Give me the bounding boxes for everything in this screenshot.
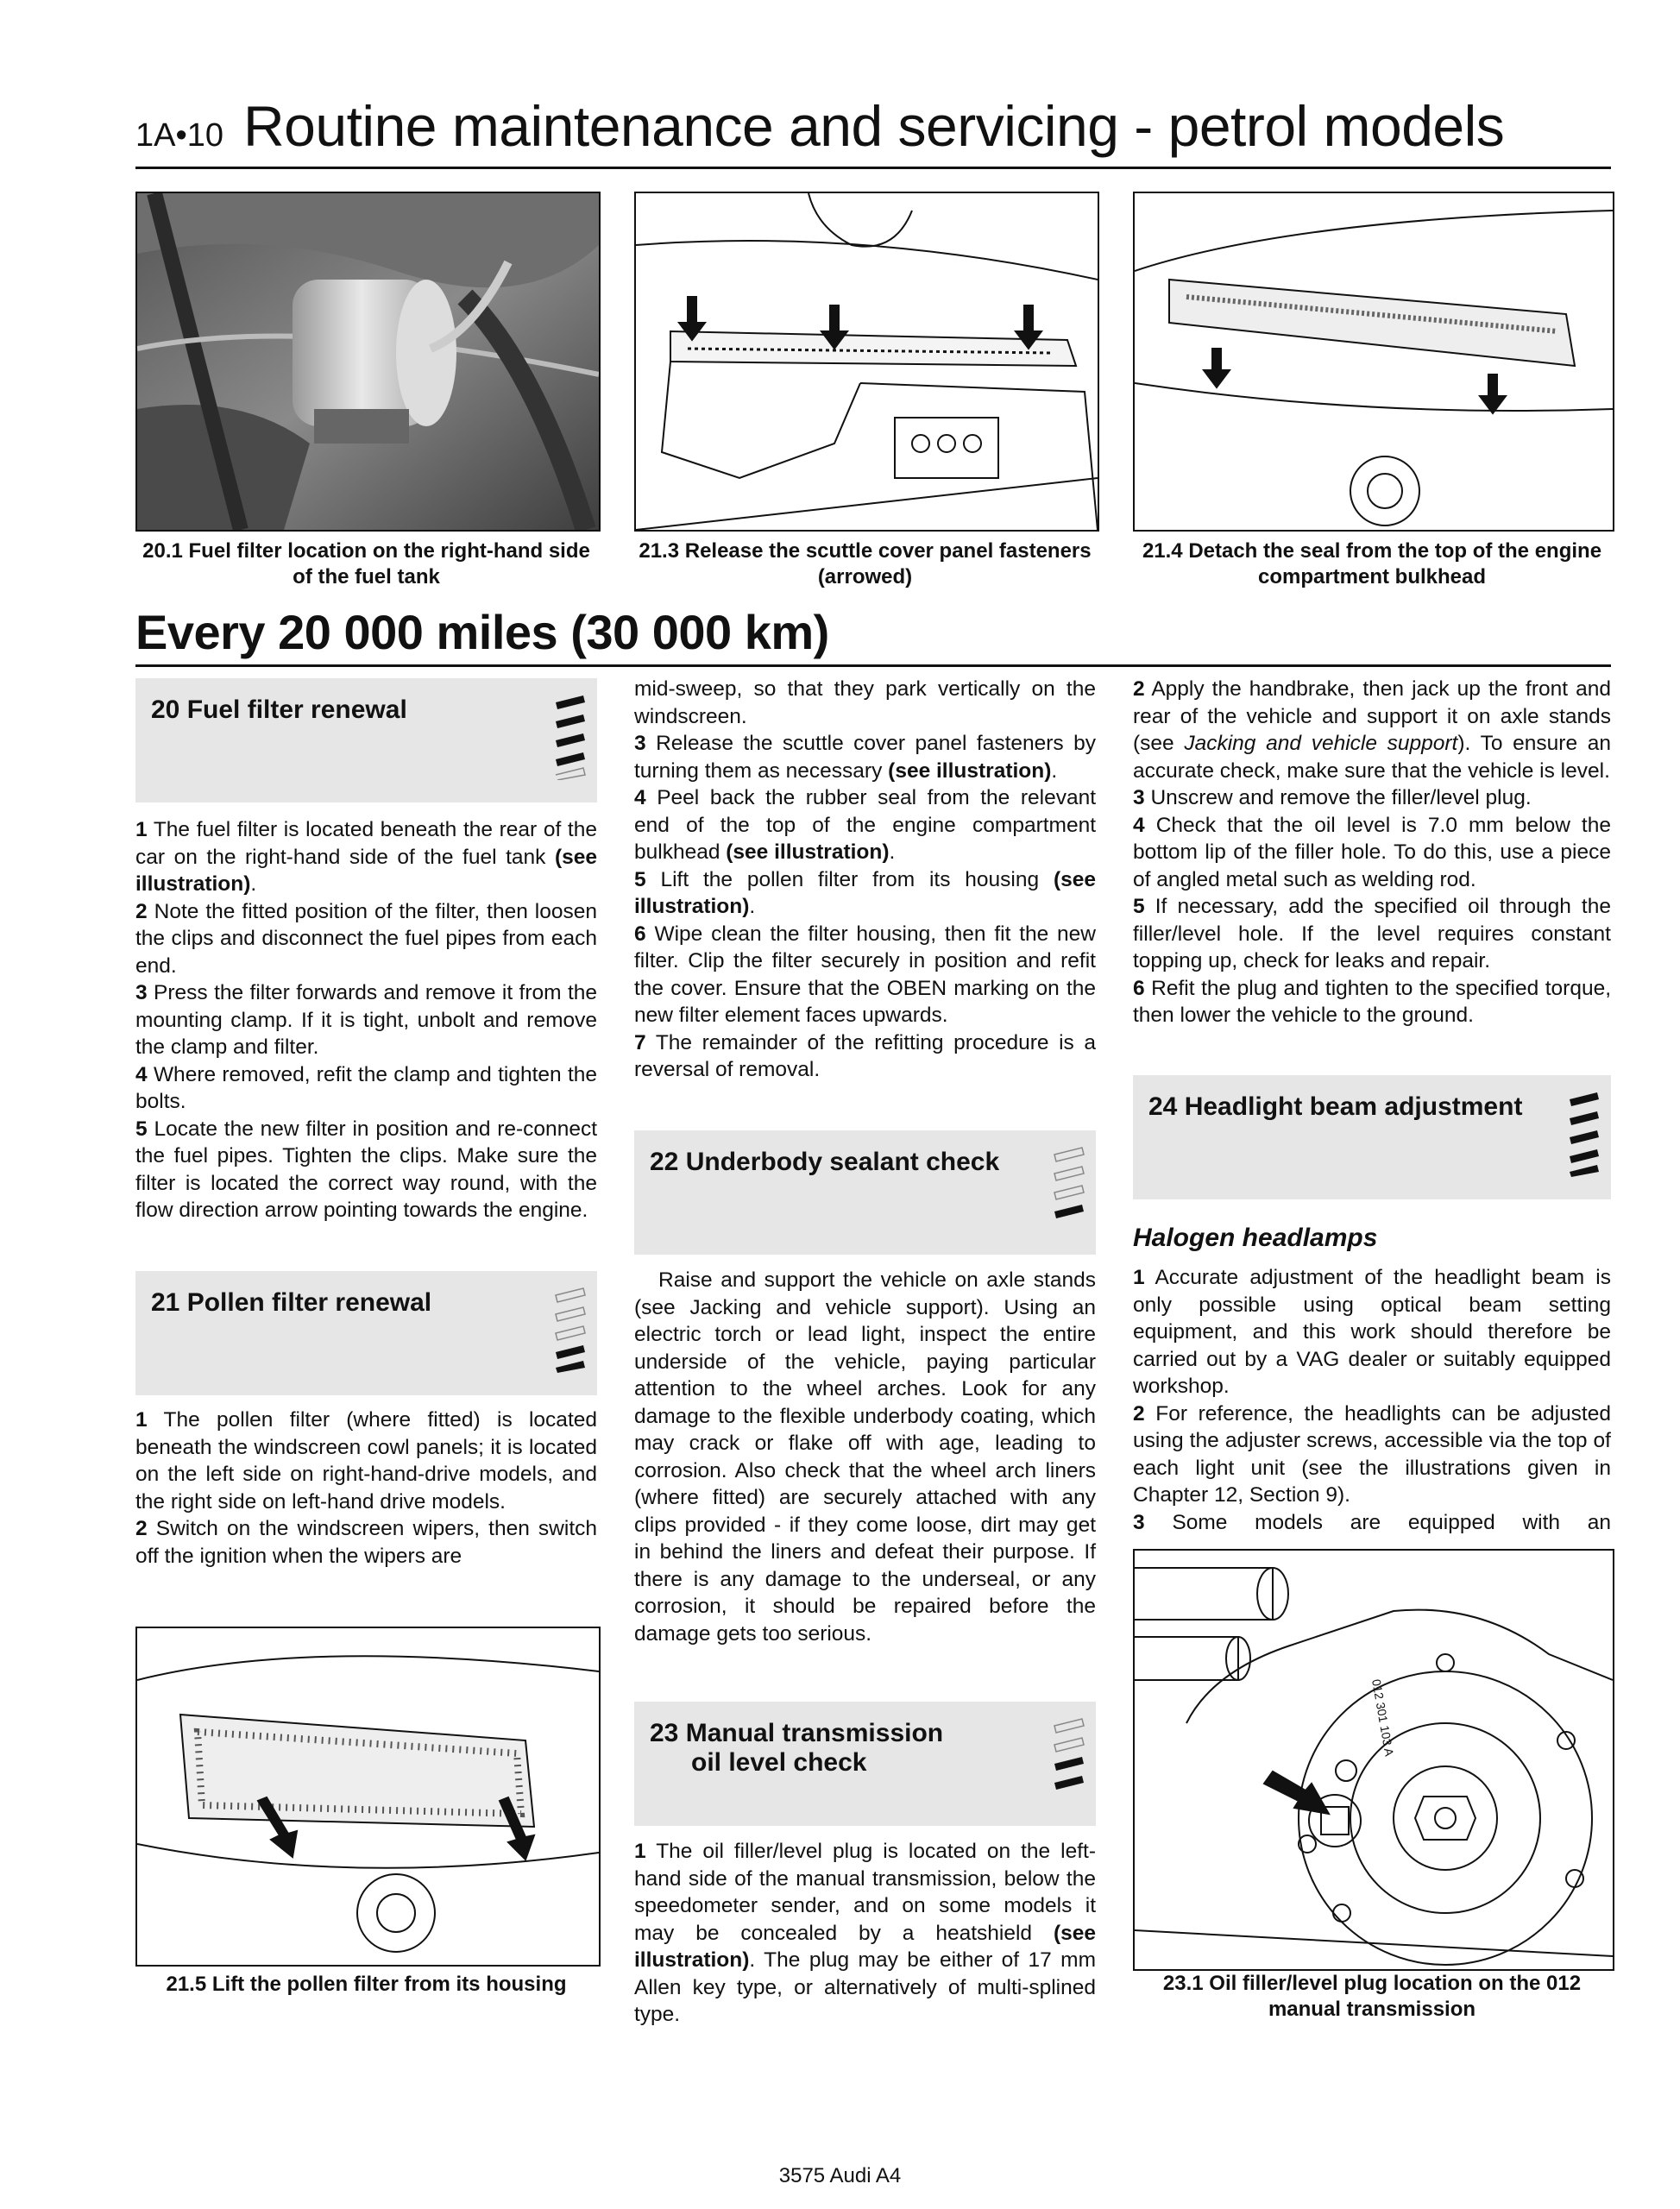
s23-para-6: 6 Refit the plug and tighten to the specified torque, then lower the vehicle to the ground. xyxy=(1133,976,1612,1027)
s24-para-1: 1 Accurate adjustment of the headlight beam is only possible using optical beam setting equipment, and this work should therefore be carried out by a VAG dealer or suitably equipped workshop. xyxy=(1133,1266,1611,1398)
spanner-rating-icon xyxy=(551,1283,588,1373)
s24-para-2: 2 For reference, the headlights can be adjusted using the adjuster screws, accessible via the top of each light unit (see the illustrations given in Chapter 12, Section 9). xyxy=(1133,1401,1611,1507)
s23-para-1: 1 The oil filler/level plug is located on the left-hand side of the manual transmission, below the speedometer sender, and on some models it may be concealed by a heatshield (see illustration). The plug may be either of 17 mm Allen key type, or alternatively of multi-splined type. xyxy=(634,1840,1097,2026)
figure-20-1-photo xyxy=(135,192,601,532)
figure-23-1-caption: 23.1 Oil filler/level plug location on the 012 manual transmission xyxy=(1162,1972,1582,2021)
section-21-body xyxy=(135,1407,597,1570)
header-rule xyxy=(135,167,1611,169)
page-number: 1A•10 xyxy=(135,117,224,154)
section-24-heading-box xyxy=(1133,1075,1611,1199)
s23-para-2: 2 Apply the handbrake, then jack up the front and rear of the vehicle and support it on axle stands (see Jacking and vehicle support). To ensure an accurate check, make sure that the vehicle is level. xyxy=(1133,677,1612,783)
s20-para-2: 2 Note the fitted position of the filter, then loosen the clips and disconnect the fuel pipes from each end. xyxy=(135,899,598,978)
figure-20-1-caption: 20.1 Fuel filter location on the right-hand side of the fuel tank xyxy=(142,539,590,588)
figure-21-4-drawing xyxy=(1133,192,1614,532)
section-21-heading-box xyxy=(135,1271,597,1395)
page-footer: 3575 Audi A4 xyxy=(778,2164,902,2187)
section-23-title-line-2: oil level check xyxy=(691,1748,867,1777)
s23-para-4: 4 Check that the oil level is 7.0 mm below the bottom lip of the filler hole. To do this, use a piece of angled metal such as welding rod. xyxy=(1133,813,1611,891)
s20-para-3: 3 Press the filter forwards and remove it from the mounting clamp. If it is tight, unbolt and remove the clamp and filter. xyxy=(135,981,598,1059)
s20-para-5: 5 Locate the new filter in position and re-connect the fuel pipes. Tighten the clips. Make sure the filter is located the correct way round, with the flow direction arrow pointing towards the engine. xyxy=(135,1117,597,1222)
s23-para-3: 3 Unscrew and remove the filler/level plug. xyxy=(1133,786,1532,809)
spanner-rating-icon xyxy=(1564,1087,1602,1177)
s21-para-3: 3 Release the scuttle cover panel fasteners by turning them as necessary (see illustration). xyxy=(634,732,1097,783)
s21-para-2: 2 Switch on the windscreen wipers, then switch off the ignition when the wipers are xyxy=(135,1517,597,1568)
section-23-body-continued xyxy=(1133,676,1611,1029)
s21-para-6: 6 Wipe clean the filter housing, then fit the new filter. Clip the filter securely in position and refit the cover. Ensure that the OBEN marking on the new filter element faces upwards. xyxy=(634,922,1096,1027)
section-22-title: 22 Underbody sealant check xyxy=(650,1148,1000,1176)
figure-21-5-drawing xyxy=(135,1627,601,1967)
s23-para-5: 5 If necessary, add the specified oil through the filler/level hole. If the level requires constant topping up, check for leaks and repair. xyxy=(1133,895,1611,972)
s21-para-1: 1 The pollen filter (where fitted) is located beneath the windscreen cowl panels; it is located on the left side on right-hand-drive models, and the right side on left-hand drive models. xyxy=(135,1408,597,1514)
figure-23-1-drawing xyxy=(1133,1549,1614,1971)
figure-21-3-caption: 21.3 Release the scuttle cover panel fasteners (arrowed) xyxy=(639,539,1092,588)
section-banner-title: Every 20 000 miles (30 000 km) xyxy=(135,605,829,659)
section-24-body xyxy=(1133,1264,1611,1536)
section-20-body xyxy=(135,816,597,1224)
spanner-rating-icon xyxy=(1049,1142,1087,1232)
s21-para-7: 7 The remainder of the refitting procedure is a reversal of removal. xyxy=(634,1030,1097,1081)
section-23-heading-box xyxy=(634,1702,1096,1826)
section-22-heading-box xyxy=(634,1130,1096,1255)
figure-21-5-caption: 21.5 Lift the pollen filter from its housing xyxy=(166,1973,567,1996)
section-20-title: 20 Fuel filter renewal xyxy=(151,695,407,724)
figure-21-3-drawing xyxy=(634,192,1099,532)
section-20-heading-box xyxy=(135,678,597,802)
s20-para-1: 1 The fuel filter is located beneath the rear of the car on the right-hand side of the fuel tank (see illustration). xyxy=(135,818,597,896)
s20-para-4: 4 Where removed, refit the clamp and tighten the bolts. xyxy=(135,1062,597,1113)
section-banner-rule xyxy=(135,664,1611,667)
section-23-title-line-1: 23 Manual transmission xyxy=(650,1719,944,1747)
s21-para-5: 5 Lift the pollen filter from its housing (see illustration). xyxy=(634,867,1097,918)
section-24-subheading: Halogen headlamps xyxy=(1133,1224,1378,1252)
section-23-body xyxy=(634,1838,1096,2029)
section-24-title: 24 Headlight beam adjustment xyxy=(1148,1092,1523,1121)
figure-21-4-caption: 21.4 Detach the seal from the top of the engine compartment bulkhead xyxy=(1142,539,1602,588)
spanner-rating-icon xyxy=(551,690,588,780)
s21-para-cont: mid-sweep, so that they park vertically on the windscreen. xyxy=(634,677,1096,728)
s22-para: Raise and support the vehicle on axle stands (see Jacking and vehicle support). Using an electric torch or lead light, inspect the entire underside of the vehicle, paying particular attention to the wheel arches. Look for any damage to the flexible underbody coating, which may crack or flake off with age, leading to corrosion. Also check that the wheel arch liners (where fitted) are securely attached with any clips provided - if they come loose, dirt may get in behind the liners and defeat their purpose. If there is any damage to the underseal, or any corrosion, it should be repaired before the damage gets too serious. xyxy=(634,1268,1096,1646)
s24-para-3: 3 Some models are equipped with an xyxy=(1133,1510,1611,1534)
section-22-body xyxy=(634,1267,1096,1647)
section-21-title: 21 Pollen filter renewal xyxy=(151,1288,432,1317)
page-header xyxy=(135,93,1611,162)
section-21-body-continued xyxy=(634,676,1096,1084)
s21-para-4: 4 Peel back the rubber seal from the relevant end of the top of the engine compartment bulkhead (see illustration). xyxy=(634,786,1097,864)
transmission-label-text: 012 301 103 A xyxy=(1369,1677,1397,1758)
spanner-rating-icon xyxy=(1049,1714,1087,1803)
page-title: Routine maintenance and servicing - petrol models xyxy=(243,94,1505,158)
